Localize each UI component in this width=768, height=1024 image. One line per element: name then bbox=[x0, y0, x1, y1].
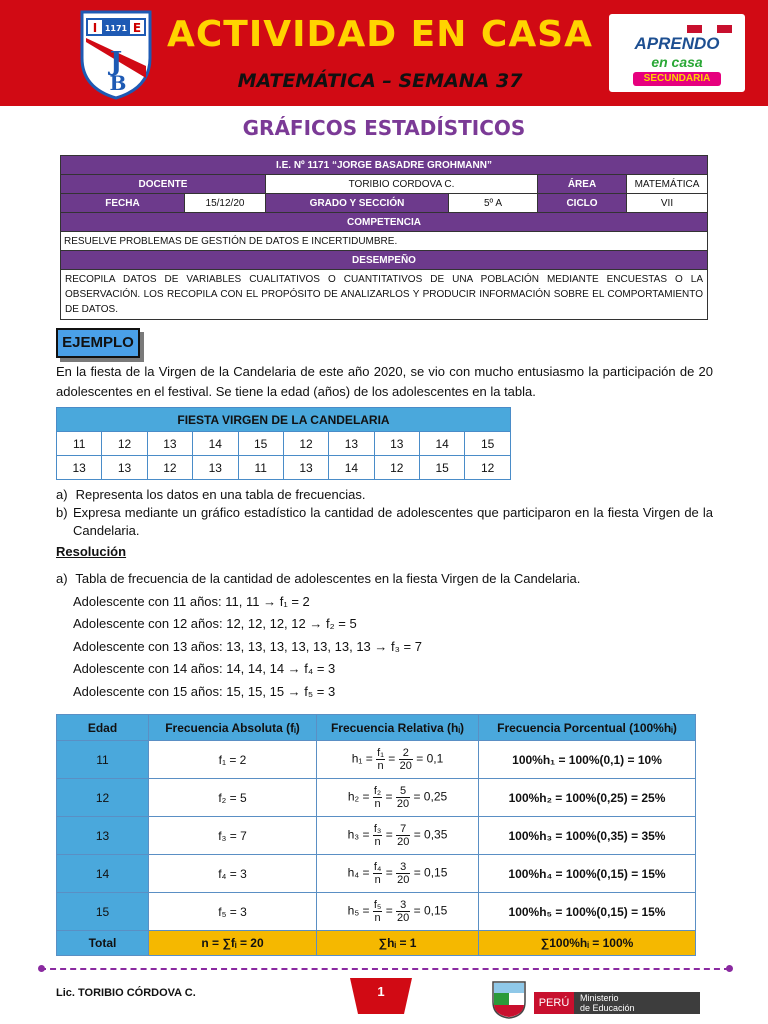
ciclo-value: VII bbox=[627, 194, 708, 213]
table-cell: 11 bbox=[57, 432, 102, 456]
hi-result: = 0,25 bbox=[413, 789, 448, 804]
frac-num: 3 bbox=[396, 861, 410, 874]
frac-den: n bbox=[374, 836, 381, 848]
frac-num: 7 bbox=[396, 823, 410, 836]
hi-lhs: h₂ = bbox=[347, 789, 370, 804]
count-formula: → f₁ = 2 bbox=[263, 594, 310, 609]
table-cell: 14 bbox=[329, 456, 374, 480]
docente-value: TORIBIO CORDOVA C. bbox=[266, 175, 538, 194]
hi-fraction-value bbox=[396, 861, 410, 886]
badge-line-1: APRENDO bbox=[634, 34, 720, 53]
hi-fraction bbox=[373, 861, 383, 886]
frac-den: n bbox=[374, 874, 381, 886]
task-a-text: Representa los datos en una tabla de frecuencias. bbox=[75, 487, 366, 502]
table-cell: 12 bbox=[102, 432, 147, 456]
fecha-value: 15/12/20 bbox=[185, 194, 266, 213]
table-cell: 12 bbox=[374, 456, 419, 480]
frac-num: 3 bbox=[396, 899, 410, 912]
hi-lhs: h₅ = bbox=[347, 903, 370, 918]
ciclo-label: CICLO bbox=[538, 194, 627, 213]
desempeno-label: DESEMPEÑO bbox=[61, 251, 708, 270]
frac-num: f₂ bbox=[373, 785, 382, 797]
task-a-label: a) bbox=[56, 487, 68, 502]
pct-cell: 100%h₃ = 100%(0,35) = 35% bbox=[479, 817, 696, 855]
divider-dot bbox=[726, 965, 733, 972]
count-text: Adolescente con 14 años: 14, 14, 14 bbox=[73, 661, 285, 676]
ministerio-label bbox=[574, 992, 700, 1014]
competencia-label: COMPETENCIA bbox=[61, 213, 708, 232]
section-title: GRÁFICOS ESTADÍSTICOS bbox=[242, 116, 526, 140]
frac-num: f₁ bbox=[377, 747, 384, 759]
hi-result: = 0,1 bbox=[416, 751, 444, 766]
frac-num: 5 bbox=[396, 785, 410, 798]
ejemplo-label: EJEMPLO bbox=[56, 328, 140, 358]
frac-num: f₃ bbox=[373, 823, 382, 835]
total-pct: ∑100%hᵢ = 100% bbox=[479, 931, 696, 956]
table-cell: 12 bbox=[465, 456, 511, 480]
hi-cell bbox=[317, 779, 479, 817]
hi-result: = 0,15 bbox=[413, 865, 448, 880]
edad-cell: 13 bbox=[57, 817, 149, 855]
count-line bbox=[73, 594, 310, 609]
school-crest-logo bbox=[78, 8, 154, 100]
fi-cell: f₂ = 5 bbox=[149, 779, 317, 817]
peru-flag-icon bbox=[687, 20, 733, 28]
frac-den: n bbox=[374, 912, 381, 924]
pct-cell: 100%h₁ = 100%(0,1) = 10% bbox=[479, 741, 696, 779]
badge-line-2: en casa bbox=[651, 54, 703, 70]
frac-num: f₅ bbox=[373, 899, 382, 911]
page-number: 1 bbox=[377, 984, 385, 999]
table-row bbox=[57, 893, 696, 931]
fi-cell: f₅ = 3 bbox=[149, 893, 317, 931]
frac-num: f₄ bbox=[373, 861, 382, 873]
frac-den: 20 bbox=[396, 798, 410, 810]
crest-letter-e: E bbox=[132, 21, 142, 35]
count-formula: → f₄ = 3 bbox=[287, 661, 336, 676]
table-row bbox=[57, 817, 696, 855]
peru-label: PERÚ bbox=[534, 992, 574, 1014]
count-line bbox=[73, 616, 357, 631]
count-formula: → f₃ = 7 bbox=[374, 639, 422, 654]
page-header bbox=[0, 0, 768, 106]
hi-cell bbox=[317, 817, 479, 855]
table-cell: 13 bbox=[283, 456, 328, 480]
desempeno-value: RECOPILA DATOS DE VARIABLES CUALITATIVOS O CUANTITATIVOS DE UNA POBLACIÓN MEDIANTE ENCUESTAS O LA OBSERVACIÓN. LOS RECOPILA CON EL PROPÓSITO DE ANALIZARLOS Y PRODUCIR INFORMACIÓN SOBRE EL COMPORTAMIENTO DE DATOS. bbox=[61, 270, 708, 320]
table-cell: 13 bbox=[374, 432, 419, 456]
hi-eq: = bbox=[385, 789, 393, 804]
fecha-label: FECHA bbox=[61, 194, 185, 213]
ages-data-table bbox=[56, 407, 511, 480]
table-cell: 15 bbox=[420, 456, 465, 480]
intro-paragraph: En la fiesta de la Virgen de la Candelaria de este año 2020, se vio con mucho entusiasmo la participación de 20 adolescentes en el festival. Se tiene la edad (años) de los adolescentes en la tabla. bbox=[56, 364, 713, 399]
hi-eq: = bbox=[385, 903, 393, 918]
ages-table-title: FIESTA VIRGEN DE LA CANDELARIA bbox=[57, 408, 511, 432]
fi-cell: f₁ = 2 bbox=[149, 741, 317, 779]
resolucion-a-label: a) bbox=[56, 571, 68, 586]
column-header: Edad bbox=[57, 715, 149, 741]
footer-divider bbox=[40, 968, 730, 970]
count-formula: → f₂ = 5 bbox=[309, 616, 357, 631]
frac-den: 20 bbox=[399, 760, 412, 772]
column-header: Frecuencia Porcentual (100%hᵢ) bbox=[479, 715, 696, 741]
hi-fraction-value bbox=[396, 785, 410, 810]
count-line bbox=[73, 684, 335, 699]
total-hi: ∑hᵢ = 1 bbox=[317, 931, 479, 956]
pct-cell: 100%h₂ = 100%(0,25) = 25% bbox=[479, 779, 696, 817]
table-cell: 13 bbox=[147, 432, 192, 456]
table-row bbox=[57, 855, 696, 893]
hi-eq: = bbox=[385, 827, 393, 842]
total-fi: n = ∑fᵢ = 20 bbox=[149, 931, 317, 956]
table-cell: 13 bbox=[193, 456, 238, 480]
frac-den: n bbox=[377, 760, 384, 772]
count-formula: → f₅ = 3 bbox=[287, 684, 336, 699]
column-header: Frecuencia Absoluta (fᵢ) bbox=[149, 715, 317, 741]
hi-result: = 0,35 bbox=[413, 827, 448, 842]
table-cell: 14 bbox=[420, 432, 465, 456]
hi-fraction bbox=[376, 747, 385, 772]
hi-lhs: h₃ = bbox=[347, 827, 370, 842]
table-cell: 15 bbox=[465, 432, 511, 456]
count-text: Adolescente con 12 años: 12, 12, 12, 12 bbox=[73, 616, 306, 631]
task-b-label: b) bbox=[56, 505, 68, 520]
fi-cell: f₃ = 7 bbox=[149, 817, 317, 855]
edad-cell: 14 bbox=[57, 855, 149, 893]
hi-fraction bbox=[373, 823, 383, 848]
table-cell: 11 bbox=[238, 456, 283, 480]
page-subtitle: MATEMÁTICA – SEMANA 37 bbox=[237, 70, 523, 92]
table-cell: 14 bbox=[193, 432, 238, 456]
table-cell: 12 bbox=[283, 432, 328, 456]
table-cell: 13 bbox=[102, 456, 147, 480]
pct-cell: 100%h₄ = 100%(0,15) = 15% bbox=[479, 855, 696, 893]
page-title: ACTIVIDAD EN CASA bbox=[167, 14, 593, 55]
count-text: Adolescente con 11 años: 11, 11 bbox=[73, 594, 260, 609]
aprendo-en-casa-badge bbox=[609, 14, 745, 92]
grado-value: 5º A bbox=[449, 194, 538, 213]
hi-cell bbox=[317, 893, 479, 931]
area-value: MATEMÁTICA bbox=[627, 175, 708, 194]
table-cell: 12 bbox=[147, 456, 192, 480]
info-table bbox=[60, 155, 708, 320]
total-row bbox=[57, 931, 696, 956]
edad-cell: 11 bbox=[57, 741, 149, 779]
frequency-table bbox=[56, 714, 696, 956]
hi-fraction bbox=[373, 785, 382, 810]
hi-eq: = bbox=[385, 865, 393, 880]
total-label: Total bbox=[57, 931, 149, 956]
docente-label: DOCENTE bbox=[61, 175, 266, 194]
hi-fraction-value bbox=[399, 747, 413, 772]
table-row bbox=[57, 741, 696, 779]
hi-result: = 0,15 bbox=[413, 903, 448, 918]
hi-cell bbox=[317, 741, 479, 779]
task-b-marker bbox=[56, 504, 72, 522]
badge-line-3: SECUNDARIA bbox=[633, 72, 721, 86]
school-name: I.E. Nº 1171 “JORGE BASADRE GROHMANN” bbox=[61, 156, 708, 175]
resolucion-a bbox=[56, 570, 580, 588]
crest-number: 1171 bbox=[104, 24, 128, 33]
frac-den: 20 bbox=[397, 874, 410, 886]
frac-den: 20 bbox=[397, 912, 410, 924]
hi-fraction bbox=[373, 899, 383, 924]
frac-den: 20 bbox=[397, 836, 410, 848]
frac-num: 2 bbox=[399, 747, 413, 760]
count-text: Adolescente con 15 años: 15, 15, 15 bbox=[73, 684, 285, 699]
column-header: Frecuencia Relativa (hᵢ) bbox=[317, 715, 479, 741]
hi-fraction-value bbox=[396, 823, 410, 848]
crest-letter-j: J bbox=[109, 47, 123, 77]
task-b-text: Expresa mediante un gráfico estadístico la cantidad de adolescentes que participaron en la fiesta Virgen de la Candelaria. bbox=[73, 505, 713, 538]
hi-eq: = bbox=[388, 751, 396, 766]
hi-cell bbox=[317, 855, 479, 893]
divider-dot bbox=[38, 965, 45, 972]
table-cell: 15 bbox=[238, 432, 283, 456]
hi-fraction-value bbox=[396, 899, 410, 924]
ministerio-line-1: Ministerio bbox=[580, 993, 619, 1003]
competencia-value: RESUELVE PROBLEMAS DE GESTIÓN DE DATOS E INCERTIDUMBRE. bbox=[61, 232, 708, 251]
author-name: Lic. TORIBIO CÓRDOVA C. bbox=[56, 987, 196, 999]
hi-lhs: h₁ = bbox=[351, 751, 373, 766]
fi-cell: f₄ = 3 bbox=[149, 855, 317, 893]
table-row bbox=[57, 779, 696, 817]
hi-lhs: h₄ = bbox=[347, 865, 370, 880]
resolucion-heading: Resolución bbox=[56, 544, 127, 559]
ministerio-line-2: de Educación bbox=[580, 1003, 635, 1013]
pct-cell: 100%h₅ = 100%(0,15) = 15% bbox=[479, 893, 696, 931]
area-label: ÁREA bbox=[538, 175, 627, 194]
crest-letter-b: B bbox=[109, 71, 127, 95]
crest-letter-i: I bbox=[92, 21, 98, 35]
count-line bbox=[73, 639, 422, 654]
table-cell: 13 bbox=[329, 432, 374, 456]
frac-den: n bbox=[374, 798, 381, 810]
task-a bbox=[56, 486, 365, 504]
resolucion-a-text: Tabla de frecuencia de la cantidad de adolescentes en la fiesta Virgen de la Candelaria. bbox=[75, 571, 581, 586]
count-line bbox=[73, 661, 335, 676]
table-cell: 13 bbox=[57, 456, 102, 480]
count-text: Adolescente con 13 años: 13, 13, 13, 13, 13, 13, 13 bbox=[73, 639, 371, 654]
grado-label: GRADO Y SECCIÓN bbox=[266, 194, 449, 213]
edad-cell: 12 bbox=[57, 779, 149, 817]
edad-cell: 15 bbox=[57, 893, 149, 931]
